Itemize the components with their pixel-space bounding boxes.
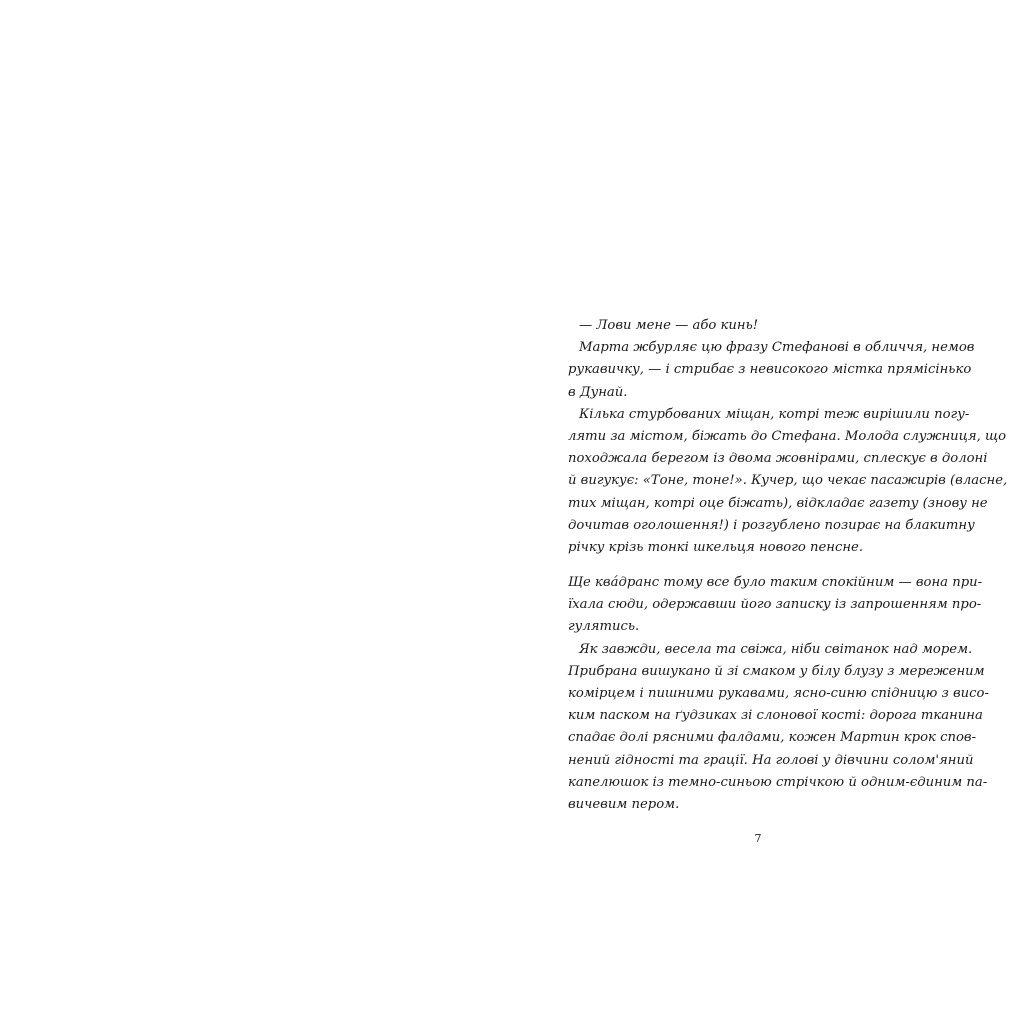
text-line: їхала сюди, одержавши його записку із запрошенням про- <box>568 597 982 613</box>
text-line: тих міщан, котрі оце біжать), відкладає газету (знову не <box>568 495 988 511</box>
text-line: й вигукує: «Тоне, тоне!». Кучер, що чекає пасажирів (власне, <box>568 473 1008 489</box>
text-line: річку крізь тонкі шкельця нового пенсне. <box>568 539 864 555</box>
text-line: вичевим пером. <box>568 796 680 812</box>
text-line: Як завжди, весела та свіжа, ніби світанок над морем. <box>579 641 973 657</box>
text-line: спадає долі рясними фалдами, кожен Мартин крок спов- <box>568 730 977 746</box>
text-line: ляти за містом, біжать до Стефана. Молода служниця, що <box>568 428 1007 444</box>
text-line: капелюшок із темно-синьою стрічкою й одним-єдиним па- <box>568 774 988 790</box>
text-line: ким паском на ґудзиках зі слонової кості: дорога тканина <box>568 708 983 724</box>
text-line: Кілька стурбованих міщан, котрі теж вирішили погу- <box>579 406 970 422</box>
text-block-2 <box>568 572 989 816</box>
text-line: — Лови мене — або кинь! <box>579 318 759 333</box>
text-line: рукавичку, — і стрибає з невисокого містка прямісінько <box>568 362 972 378</box>
text-line: нений гідності та грації. На голові у дівчини солом'яний <box>568 752 974 768</box>
page-number: 7 <box>754 832 762 845</box>
text-block-1 <box>568 315 1008 559</box>
text-line: дочитав оголошення!) і розгублено позирає на блакитну <box>568 517 975 533</box>
text-line: комірцем і пишними рукавами, ясно-синю спідницю з висо- <box>568 685 989 701</box>
text-line: в Дунай. <box>568 384 628 400</box>
text-line: гулятись. <box>568 619 640 635</box>
text-line: Ще квáдранс тому все було таким спокійним — вона при- <box>568 575 983 590</box>
text-line: Прибрана вишукано й зі смаком у білу блузу з мереженим <box>568 663 985 679</box>
text-line: походжала берегом із двома жовнірами, сплескує в долоні <box>568 451 988 467</box>
text-line: Марта жбурляє цю фразу Стефанові в обличчя, немов <box>579 340 975 356</box>
